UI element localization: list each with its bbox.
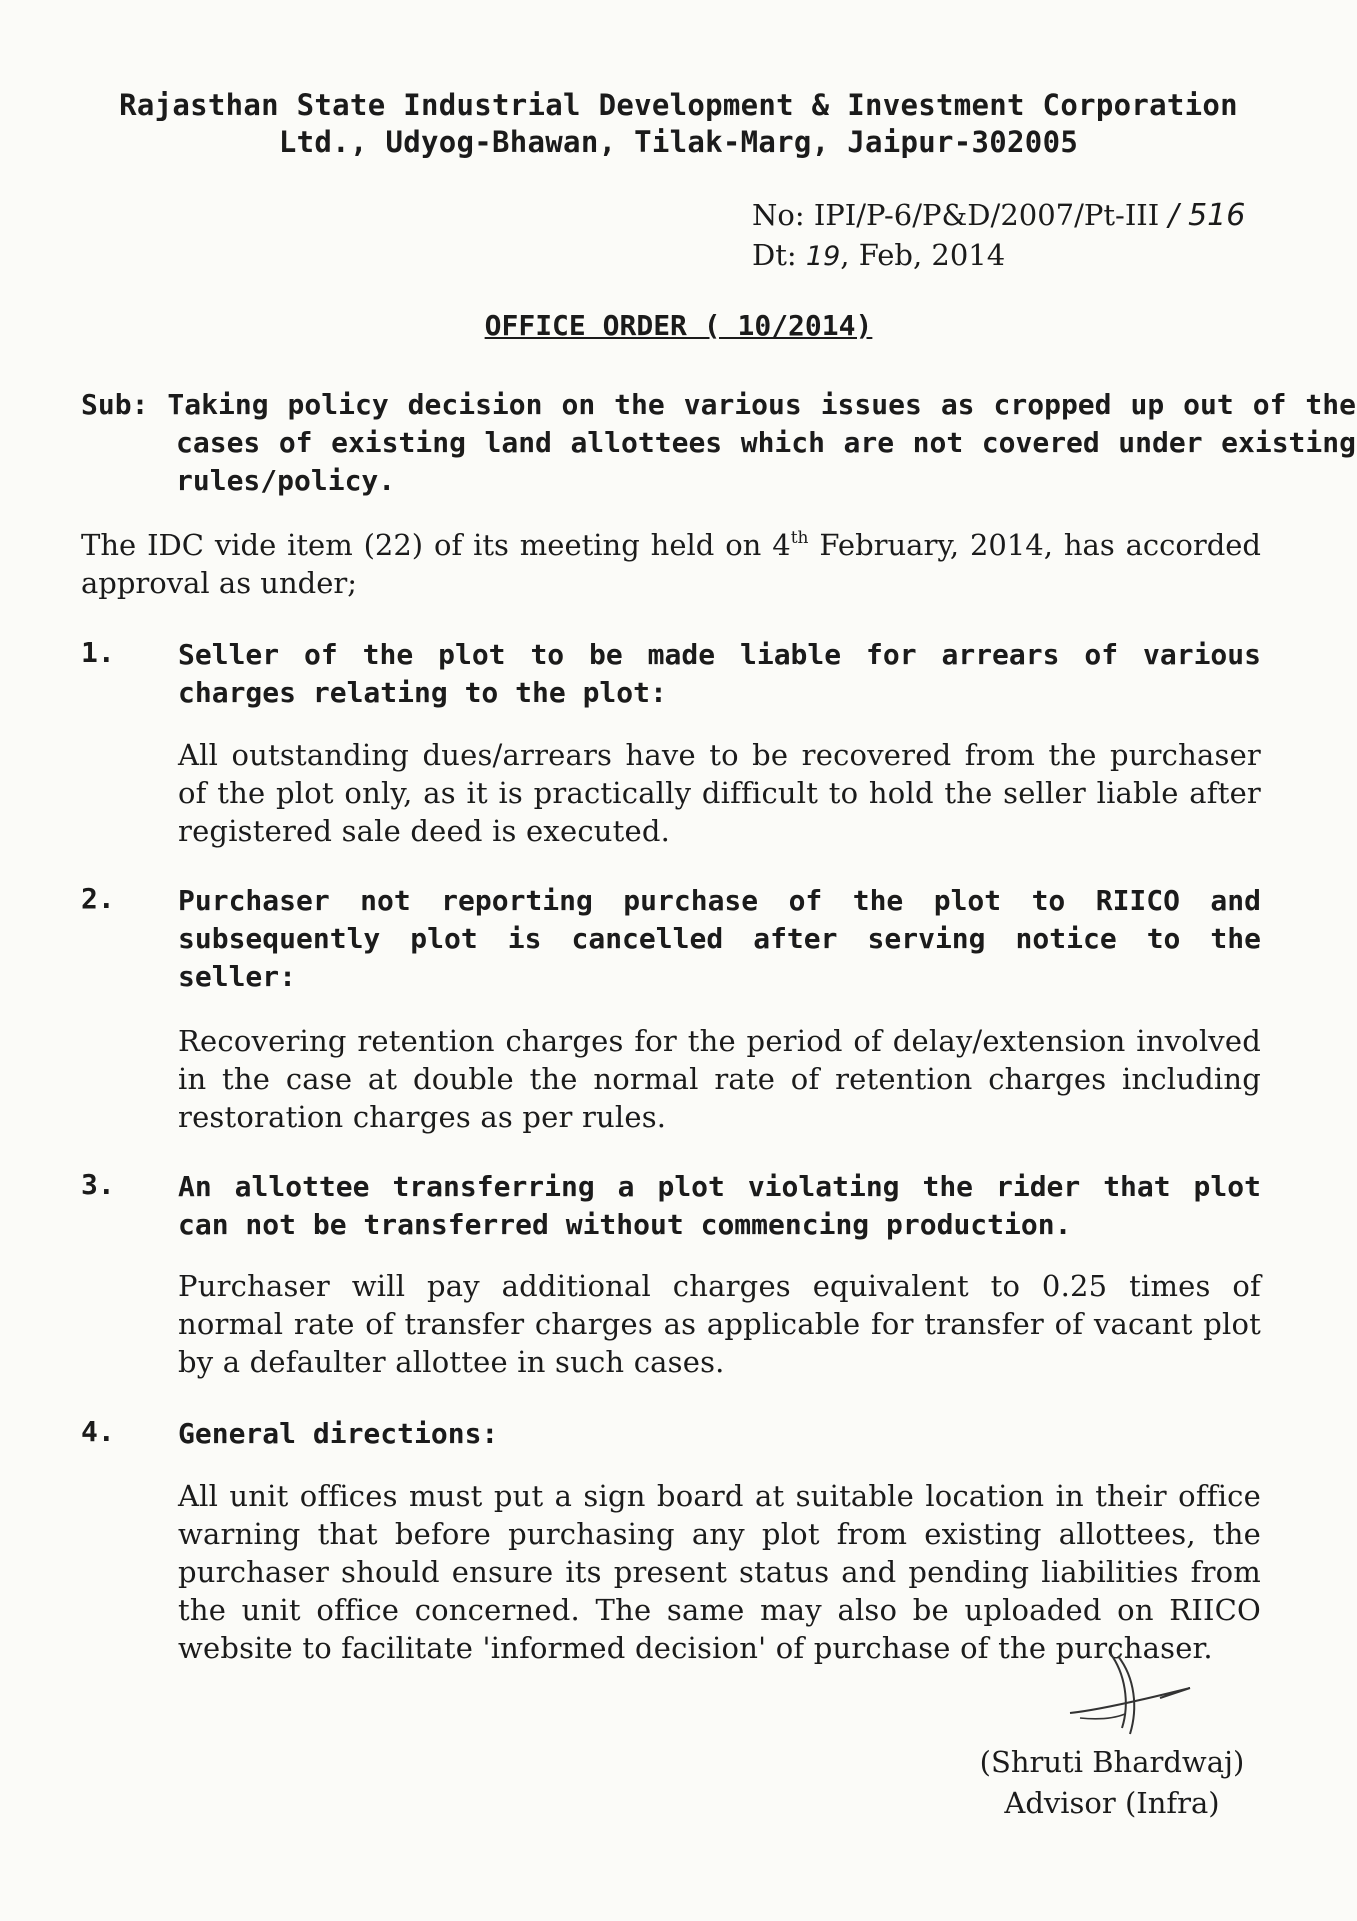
item-number: 2. bbox=[81, 882, 115, 915]
item-number: 4. bbox=[81, 1415, 115, 1448]
subject-paragraph: Sub: Taking policy decision on the various issues as cropped up out of the cases of existing land allottees which are not covered under existing rules/policy. bbox=[81, 388, 1356, 497]
reference-number bbox=[752, 198, 1245, 233]
date-rest: , Feb, 2014 bbox=[840, 238, 1006, 272]
reference-date bbox=[752, 238, 1005, 272]
item-number: 3. bbox=[81, 1168, 115, 1201]
item-body: Recovering retention charges for the period of delay/extension involved in the case at double the normal rate of retention charges including restoration charges as per rules. bbox=[178, 1024, 1261, 1134]
date-label: Dt: bbox=[752, 238, 797, 272]
organization-address-line-2: Ltd., Udyog-Bhawan, Tilak-Marg, Jaipur-302005 bbox=[278, 125, 1079, 159]
signatory-name: (Shruti Bhardwaj) bbox=[979, 1745, 1245, 1779]
reference-number-handwritten: / 516 bbox=[1168, 198, 1246, 233]
signatory-designation: Advisor (Infra) bbox=[1004, 1786, 1220, 1820]
office-order-title: OFFICE ORDER ( 10/2014) bbox=[484, 309, 873, 342]
item-heading: Seller of the plot to be made liable for arrears of various charges relating to the plot: bbox=[178, 638, 1261, 709]
reference-number-text: No: IPI/P-6/P&D/2007/Pt-III bbox=[752, 198, 1160, 232]
item-heading: An allottee transferring a plot violating the rider that plot can not be transferred without commencing production. bbox=[178, 1170, 1261, 1241]
organization-name-line-1: Rajasthan State Industrial Development & Investment Corporation bbox=[119, 88, 1238, 122]
item-body: Purchaser will pay additional charges equivalent to 0.25 times of normal rate of transfer charges as applicable for transfer of vacant plot by a defaulter allottee in such cases. bbox=[178, 1269, 1261, 1379]
date-day-handwritten: 19 bbox=[805, 241, 841, 272]
handwritten-signature bbox=[1040, 1648, 1220, 1738]
item-heading: Purchaser not reporting purchase of the plot to RIICO and subsequently plot is cancelled after serving notice to the seller: bbox=[178, 884, 1261, 993]
item-number: 1. bbox=[81, 636, 115, 669]
intro-superscript: th bbox=[790, 528, 809, 548]
intro-text-after: February, 2014, has accorded approval as under; bbox=[81, 528, 1261, 600]
item-body: All unit offices must put a sign board at suitable location in their office warning that before purchasing any plot from existing allottees, the purchaser should ensure its present status and pending liabilities from the unit office concerned. The same may also be uploaded on RIICO website to facilitate 'informed decision' of purchase of the purchaser. bbox=[178, 1479, 1261, 1665]
intro-paragraph bbox=[81, 526, 1261, 602]
intro-text-before: The IDC vide item (22) of its meeting held on 4 bbox=[81, 528, 791, 562]
item-heading: General directions: bbox=[178, 1417, 499, 1450]
item-body: All outstanding dues/arrears have to be recovered from the purchaser of the plot only, as it is practically difficult to hold the seller liable after registered sale deed is executed. bbox=[178, 738, 1261, 848]
